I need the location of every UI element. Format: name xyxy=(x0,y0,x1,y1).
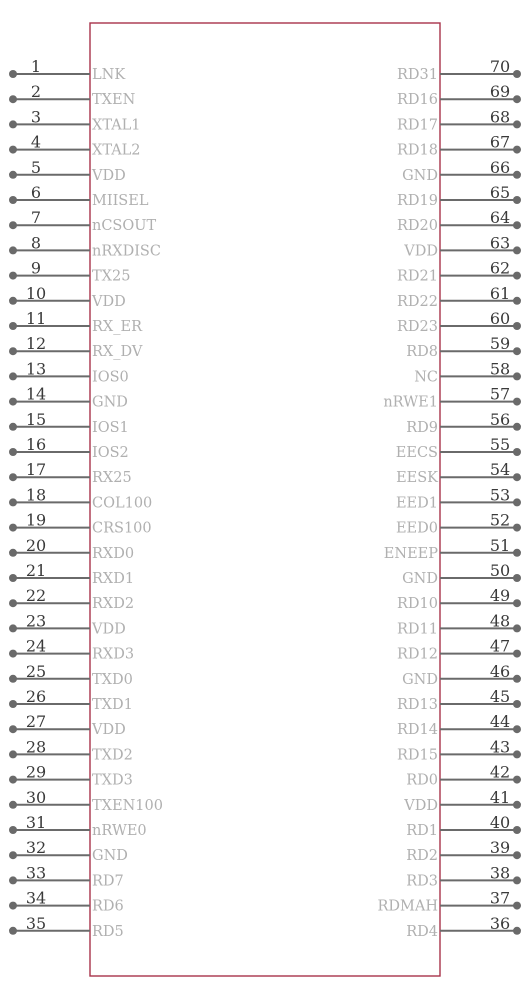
pin-number: 13 xyxy=(25,359,47,379)
pin-name: LNK xyxy=(92,67,126,83)
pin-name: XTAL2 xyxy=(92,142,141,159)
pin-name: RD11 xyxy=(397,621,438,638)
pin-39[interactable] xyxy=(406,838,521,864)
pin-name: VDD xyxy=(92,621,126,638)
pin-30[interactable] xyxy=(9,788,163,814)
pin-3[interactable] xyxy=(9,107,141,133)
pin-7[interactable] xyxy=(9,208,156,234)
pin-end-dot[interactable] xyxy=(513,599,521,607)
pin-name: VDD xyxy=(92,167,126,184)
pin-name: RXD3 xyxy=(92,646,135,663)
pin-end-dot[interactable] xyxy=(9,498,17,506)
pin-number: 29 xyxy=(25,762,47,782)
pin-number: 7 xyxy=(30,208,42,228)
pin-end-dot[interactable] xyxy=(9,120,17,128)
pin-end-dot[interactable] xyxy=(9,776,17,784)
pin-4[interactable] xyxy=(9,133,141,159)
pin-name: VDD xyxy=(404,243,438,260)
pin-number: 19 xyxy=(25,510,47,530)
pin-end-dot[interactable] xyxy=(9,146,17,154)
pin-66[interactable] xyxy=(402,158,521,184)
pin-64[interactable] xyxy=(397,208,521,234)
pin-13[interactable] xyxy=(9,359,129,385)
pin-23[interactable] xyxy=(9,611,126,637)
pin-48[interactable] xyxy=(397,611,521,637)
pin-name: RD19 xyxy=(397,193,438,209)
pin-name: TXD1 xyxy=(92,697,133,713)
pin-35[interactable] xyxy=(9,914,124,940)
pin-number: 25 xyxy=(25,661,47,681)
pin-name: RD8 xyxy=(406,344,438,361)
pin-name: VDD xyxy=(92,293,126,310)
pin-end-dot[interactable] xyxy=(513,297,521,305)
pin-name: nRXDISC xyxy=(92,243,161,260)
pin-25[interactable] xyxy=(9,662,133,688)
pin-20[interactable] xyxy=(9,536,134,562)
pin-end-dot[interactable] xyxy=(513,322,521,330)
pin-55[interactable] xyxy=(396,435,521,461)
pin-end-dot[interactable] xyxy=(513,902,521,910)
pin-63[interactable] xyxy=(403,233,521,259)
pin-end-dot[interactable] xyxy=(513,221,521,229)
pin-name: TXD0 xyxy=(92,671,133,688)
pin-end-dot[interactable] xyxy=(9,297,17,305)
pin-end-dot[interactable] xyxy=(513,95,521,103)
pin-number: 20 xyxy=(25,535,47,555)
pin-17[interactable] xyxy=(9,460,132,486)
pin-49[interactable] xyxy=(397,586,521,612)
pin-name: GND xyxy=(92,848,128,865)
pin-number: 23 xyxy=(25,611,47,631)
pin-number: 8 xyxy=(30,233,42,253)
pin-end-dot[interactable] xyxy=(513,700,521,708)
pin-number: 65 xyxy=(489,183,511,202)
pin-69[interactable] xyxy=(397,82,521,108)
pin-end-dot[interactable] xyxy=(9,725,17,733)
pin-67[interactable] xyxy=(397,133,521,159)
pin-number: 59 xyxy=(489,334,511,354)
pin-end-dot[interactable] xyxy=(513,196,521,204)
pin-53[interactable] xyxy=(396,485,521,511)
pin-end-dot[interactable] xyxy=(9,448,17,456)
pin-name: RD4 xyxy=(406,923,438,940)
pin-name: RX_DV xyxy=(92,344,143,361)
pin-name: RD13 xyxy=(397,697,438,713)
pin-number: 63 xyxy=(489,233,511,253)
pin-name: RXD0 xyxy=(92,545,135,562)
pin-21[interactable] xyxy=(9,561,134,587)
pin-number: 36 xyxy=(489,913,511,933)
pin-19[interactable] xyxy=(9,511,152,537)
pin-65[interactable] xyxy=(397,183,521,209)
pin-54[interactable] xyxy=(396,460,521,486)
pin-number: 24 xyxy=(25,636,47,656)
pin-59[interactable] xyxy=(406,334,521,360)
pin-end-dot[interactable] xyxy=(513,675,521,683)
pin-end-dot[interactable] xyxy=(513,70,521,78)
pin-68[interactable] xyxy=(397,107,521,133)
pin-end-dot[interactable] xyxy=(9,826,17,834)
pin-end-dot[interactable] xyxy=(513,498,521,506)
pin-number: 66 xyxy=(489,157,511,177)
pin-name: RD18 xyxy=(397,142,438,159)
pin-number: 40 xyxy=(489,813,511,832)
pin-70[interactable] xyxy=(397,57,521,83)
pin-end-dot[interactable] xyxy=(513,927,521,935)
pin-36[interactable] xyxy=(406,914,521,940)
pin-number: 26 xyxy=(25,687,47,706)
pin-number: 35 xyxy=(25,913,47,933)
pin-number: 61 xyxy=(489,283,511,303)
pin-end-dot[interactable] xyxy=(9,322,17,330)
pin-end-dot[interactable] xyxy=(9,650,17,658)
pin-end-dot[interactable] xyxy=(513,549,521,557)
pin-name: RD20 xyxy=(397,218,438,235)
pin-44[interactable] xyxy=(397,712,521,738)
pin-end-dot[interactable] xyxy=(9,398,17,406)
pin-end-dot[interactable] xyxy=(9,599,17,607)
pin-name: TXD2 xyxy=(92,747,133,764)
pin-number: 49 xyxy=(489,586,511,606)
pin-24[interactable] xyxy=(9,637,134,663)
pin-10[interactable] xyxy=(9,284,126,310)
pin-end-dot[interactable] xyxy=(513,776,521,784)
pin-number: 41 xyxy=(489,787,511,807)
pin-16[interactable] xyxy=(9,435,129,461)
pin-number: 38 xyxy=(489,863,511,883)
pin-60[interactable] xyxy=(397,309,521,335)
pin-14[interactable] xyxy=(9,385,128,411)
pin-number: 17 xyxy=(25,460,47,480)
pin-end-dot[interactable] xyxy=(9,95,17,103)
pin-name: TXEN xyxy=(92,92,136,109)
pin-number: 67 xyxy=(489,132,511,152)
pin-number: 14 xyxy=(25,384,47,404)
pin-end-dot[interactable] xyxy=(9,221,17,229)
pin-name: EESK xyxy=(396,470,438,487)
pin-number: 55 xyxy=(489,435,511,454)
pin-end-dot[interactable] xyxy=(9,801,17,809)
pin-9[interactable] xyxy=(9,259,130,285)
pin-29[interactable] xyxy=(9,763,133,789)
pin-name: COL100 xyxy=(92,495,153,512)
pin-name: GND xyxy=(402,671,438,688)
pin-end-dot[interactable] xyxy=(513,826,521,834)
pin-number: 27 xyxy=(25,712,47,732)
pin-number: 6 xyxy=(30,183,42,202)
pin-name: nCSOUT xyxy=(92,218,157,235)
pin-number: 69 xyxy=(489,82,511,102)
pin-number: 12 xyxy=(25,334,47,354)
pin-end-dot[interactable] xyxy=(513,272,521,280)
pin-number: 48 xyxy=(489,611,511,631)
pin-name: CRS100 xyxy=(92,520,152,537)
pin-31[interactable] xyxy=(9,813,147,839)
pin-name: nRWE1 xyxy=(383,394,438,411)
pin-end-dot[interactable] xyxy=(513,146,521,154)
pin-47[interactable] xyxy=(397,637,521,663)
pin-name: XTAL1 xyxy=(92,117,141,134)
pin-37[interactable] xyxy=(377,889,521,915)
pin-57[interactable] xyxy=(383,385,521,411)
pin-number: 44 xyxy=(489,712,511,732)
pin-56[interactable] xyxy=(406,410,521,436)
pin-number: 18 xyxy=(25,485,47,505)
pin-end-dot[interactable] xyxy=(513,423,521,431)
pin-number: 70 xyxy=(489,57,511,76)
pin-end-dot[interactable] xyxy=(513,171,521,179)
pin-number: 16 xyxy=(25,435,47,454)
pin-end-dot[interactable] xyxy=(9,423,17,431)
pin-number: 34 xyxy=(25,888,47,908)
pin-name: RD1 xyxy=(406,823,438,839)
pin-number: 68 xyxy=(489,107,511,127)
pin-end-dot[interactable] xyxy=(513,624,521,632)
pin-end-dot[interactable] xyxy=(513,750,521,758)
pin-end-dot[interactable] xyxy=(513,650,521,658)
pin-number: 21 xyxy=(25,561,47,580)
pin-1[interactable] xyxy=(9,57,126,83)
pin-end-dot[interactable] xyxy=(9,246,17,254)
pin-number: 53 xyxy=(489,485,511,505)
pin-end-dot[interactable] xyxy=(513,876,521,884)
pin-41[interactable] xyxy=(403,788,521,814)
pin-end-dot[interactable] xyxy=(9,902,17,910)
pin-33[interactable] xyxy=(9,863,124,889)
pin-number: 56 xyxy=(489,409,511,429)
pin-number: 64 xyxy=(489,208,511,228)
pin-name: RD2 xyxy=(406,848,438,865)
pin-end-dot[interactable] xyxy=(9,574,17,582)
pin-27[interactable] xyxy=(9,712,126,738)
pin-name: RD7 xyxy=(92,873,124,890)
pin-name: RXD1 xyxy=(92,571,135,587)
pin-name: RD6 xyxy=(92,898,124,915)
pin-5[interactable] xyxy=(9,158,126,184)
pin-name: VDD xyxy=(404,797,438,814)
pin-end-dot[interactable] xyxy=(9,851,17,859)
pin-end-dot[interactable] xyxy=(513,372,521,380)
pin-end-dot[interactable] xyxy=(513,246,521,254)
pin-46[interactable] xyxy=(402,662,521,688)
pin-number: 1 xyxy=(30,57,42,76)
pin-name: IOS1 xyxy=(92,419,129,436)
pin-32[interactable] xyxy=(9,838,128,864)
pin-45[interactable] xyxy=(397,687,521,713)
pin-end-dot[interactable] xyxy=(9,347,17,355)
pin-name: TXD3 xyxy=(92,772,133,789)
pin-end-dot[interactable] xyxy=(9,272,17,280)
pin-end-dot[interactable] xyxy=(9,700,17,708)
pin-end-dot[interactable] xyxy=(9,524,17,532)
pin-number: 37 xyxy=(489,888,511,908)
pin-name: IOS2 xyxy=(92,445,129,461)
pin-34[interactable] xyxy=(9,889,124,915)
pin-end-dot[interactable] xyxy=(513,347,521,355)
pin-26[interactable] xyxy=(9,687,133,713)
pin-end-dot[interactable] xyxy=(9,196,17,204)
pin-28[interactable] xyxy=(9,737,133,763)
pin-number: 15 xyxy=(25,409,47,429)
pin-name: ENEEP xyxy=(383,545,438,562)
pin-end-dot[interactable] xyxy=(513,851,521,859)
pin-end-dot[interactable] xyxy=(513,725,521,733)
pin-number: 33 xyxy=(25,863,47,883)
pin-name: RD3 xyxy=(406,873,438,890)
pin-15[interactable] xyxy=(9,410,129,436)
pin-61[interactable] xyxy=(397,284,521,310)
pin-number: 45 xyxy=(489,687,511,706)
pin-end-dot[interactable] xyxy=(9,549,17,557)
pin-name: RX25 xyxy=(92,470,132,487)
pin-name: RD22 xyxy=(397,293,438,310)
pin-end-dot[interactable] xyxy=(9,876,17,884)
pin-name: RX_ER xyxy=(92,319,142,335)
pin-end-dot[interactable] xyxy=(513,448,521,456)
pin-end-dot[interactable] xyxy=(9,624,17,632)
pin-name: NC xyxy=(414,369,438,386)
pin-name: RD0 xyxy=(406,772,438,789)
pin-name: RD15 xyxy=(397,747,438,764)
pin-12[interactable] xyxy=(9,334,143,360)
pin-number: 58 xyxy=(489,359,511,379)
pin-number: 11 xyxy=(25,309,47,328)
pin-11[interactable] xyxy=(9,309,143,335)
pin-22[interactable] xyxy=(9,586,134,612)
pin-name: TXEN100 xyxy=(92,797,163,814)
pin-name: RD23 xyxy=(397,319,438,335)
pin-end-dot[interactable] xyxy=(9,70,17,78)
pin-40[interactable] xyxy=(406,813,521,839)
pin-name: EED0 xyxy=(395,520,438,537)
pin-number: 22 xyxy=(25,586,47,606)
pin-name: nRWE0 xyxy=(92,823,147,839)
pin-end-dot[interactable] xyxy=(9,372,17,380)
pin-number: 52 xyxy=(489,510,511,530)
pin-name: GND xyxy=(402,167,438,184)
pin-end-dot[interactable] xyxy=(9,927,17,935)
pin-end-dot[interactable] xyxy=(513,574,521,582)
pin-name: MIISEL xyxy=(92,193,149,209)
pin-number: 5 xyxy=(30,157,42,177)
pin-name: RD17 xyxy=(397,117,438,134)
pin-end-dot[interactable] xyxy=(513,473,521,481)
pin-number: 31 xyxy=(25,813,47,832)
pin-number: 47 xyxy=(489,636,511,656)
pin-name: TX25 xyxy=(92,268,131,285)
pin-name: GND xyxy=(402,571,438,587)
pin-end-dot[interactable] xyxy=(513,120,521,128)
pin-name: VDD xyxy=(92,722,126,739)
pin-name: EED1 xyxy=(395,495,438,512)
pin-number: 51 xyxy=(489,535,511,555)
pin-end-dot[interactable] xyxy=(9,675,17,683)
pin-name: RXD2 xyxy=(92,596,135,613)
pin-end-dot[interactable] xyxy=(513,398,521,406)
pin-end-dot[interactable] xyxy=(513,524,521,532)
pin-62[interactable] xyxy=(397,259,521,285)
pin-number: 30 xyxy=(25,787,47,807)
pin-end-dot[interactable] xyxy=(9,750,17,758)
pin-51[interactable] xyxy=(384,536,521,562)
pin-43[interactable] xyxy=(397,737,521,763)
pin-50[interactable] xyxy=(402,561,521,587)
pin-name: RD12 xyxy=(397,646,438,663)
left-pin-group xyxy=(9,57,163,940)
pin-end-dot[interactable] xyxy=(513,801,521,809)
pin-number: 62 xyxy=(489,258,511,278)
pin-name: GND xyxy=(92,394,128,411)
pin-name: RD31 xyxy=(397,67,438,83)
pin-58[interactable] xyxy=(414,359,521,385)
pin-6[interactable] xyxy=(9,183,149,209)
pin-number: 57 xyxy=(489,384,511,404)
pin-number: 43 xyxy=(489,737,511,757)
pin-2[interactable] xyxy=(9,82,136,108)
pin-38[interactable] xyxy=(406,863,521,889)
pin-end-dot[interactable] xyxy=(9,171,17,179)
pin-18[interactable] xyxy=(9,485,152,511)
pin-name: RD5 xyxy=(92,923,124,940)
pin-number: 9 xyxy=(30,258,42,278)
pin-name: RD21 xyxy=(397,268,438,285)
pin-name: IOS0 xyxy=(92,369,129,386)
pin-name: EECS xyxy=(395,445,438,461)
pin-number: 3 xyxy=(30,107,42,127)
pin-name: RD14 xyxy=(397,722,438,739)
pin-number: 39 xyxy=(489,838,511,858)
pin-name: RD16 xyxy=(397,92,438,109)
pin-number: 10 xyxy=(25,283,47,303)
pin-name: RD9 xyxy=(406,419,438,436)
pin-number: 42 xyxy=(489,762,511,782)
pin-8[interactable] xyxy=(9,233,161,259)
pin-number: 54 xyxy=(489,460,511,480)
pin-number: 60 xyxy=(489,309,511,328)
pin-number: 28 xyxy=(25,737,47,757)
pin-number: 46 xyxy=(489,661,511,681)
pin-52[interactable] xyxy=(396,511,521,537)
pin-number: 2 xyxy=(30,82,42,102)
pin-number: 4 xyxy=(30,132,42,152)
pin-name: RD10 xyxy=(397,596,438,613)
pin-number: 50 xyxy=(489,561,511,580)
pin-end-dot[interactable] xyxy=(9,473,17,481)
right-pin-group xyxy=(377,57,521,940)
pin-number: 32 xyxy=(25,838,47,858)
pin-name: RDMAH xyxy=(377,898,438,915)
pin-42[interactable] xyxy=(406,763,521,789)
